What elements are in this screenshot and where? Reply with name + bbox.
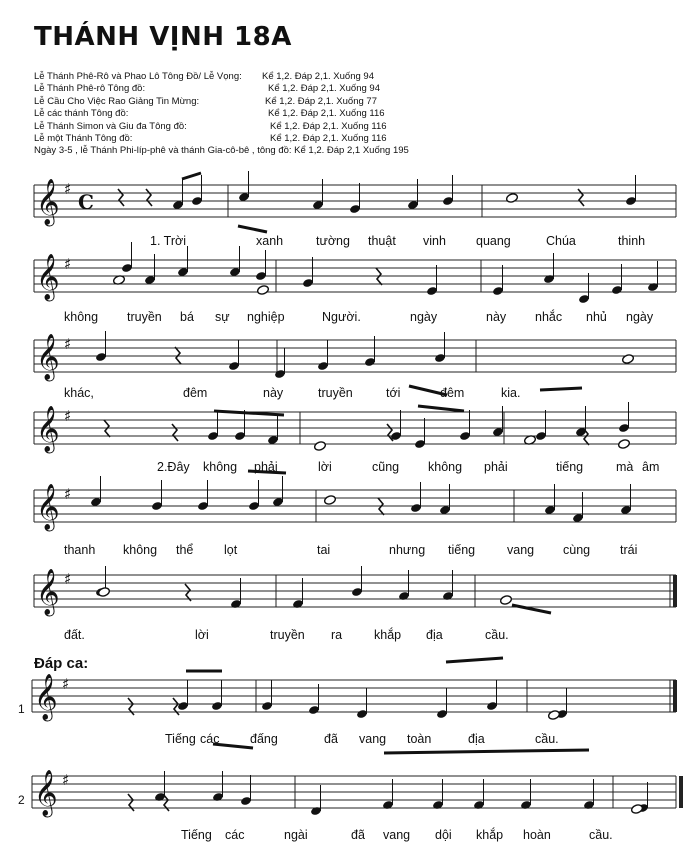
lyric-syllable: đã bbox=[351, 828, 365, 842]
occasion-ref: Kể 1,2. Đáp 2,1. Xuống 77 bbox=[265, 95, 377, 107]
final-barline bbox=[679, 776, 683, 808]
lyric-syllable: vang bbox=[359, 732, 387, 746]
lyric-syllable: cùng bbox=[563, 543, 591, 557]
beam bbox=[384, 750, 589, 753]
lyric-syllable: đã bbox=[324, 732, 338, 746]
half-note-head bbox=[257, 285, 270, 296]
lyric-syllable: không bbox=[203, 460, 238, 474]
lyric-syllable: thể bbox=[176, 543, 194, 557]
half-note-head bbox=[500, 595, 513, 606]
lyric-syllable: vang bbox=[507, 543, 535, 557]
lyric-syllable: tai bbox=[317, 543, 331, 557]
refrain-label: Đáp ca: bbox=[34, 655, 89, 672]
lyric-syllable: truyền bbox=[318, 386, 353, 400]
lyric-syllable: ra bbox=[331, 628, 343, 642]
lyric-syllable: Tiếng bbox=[165, 732, 196, 746]
lyric-syllable: phải bbox=[484, 460, 508, 474]
lyric-syllable: tới bbox=[386, 386, 401, 400]
beam bbox=[540, 388, 582, 390]
occasion-ref: Kể 1,2. Đáp 2,1. Xuống 116 bbox=[270, 120, 387, 132]
rest bbox=[146, 189, 152, 206]
rest bbox=[172, 424, 178, 441]
lyric-syllable: đất. bbox=[64, 628, 85, 642]
lyric-syllable: xanh bbox=[256, 234, 284, 248]
occasion-name: Lễ Cầu Cho Việc Rao Giảng Tin Mừng: bbox=[34, 95, 200, 107]
occasion-name: Lễ Thánh Simon và Giu đa Tông đồ: bbox=[34, 120, 187, 132]
lyric-syllable: truyền bbox=[270, 628, 305, 642]
lyric-syllable: sự bbox=[215, 310, 230, 324]
beam bbox=[418, 406, 464, 411]
lyric-syllable: lời bbox=[195, 628, 209, 642]
lyric-syllable: 2.Đây bbox=[157, 460, 190, 474]
rest bbox=[578, 189, 584, 206]
lyric-syllable: không bbox=[428, 460, 463, 474]
lyric-syllable: thanh bbox=[64, 543, 96, 557]
lyric-syllable: cầu. bbox=[589, 828, 613, 842]
half-note-head bbox=[631, 804, 644, 815]
lyric-syllable: nhưng bbox=[389, 543, 426, 557]
lyric-syllable: nhủ bbox=[586, 310, 607, 324]
key-signature-sharp: ♯ bbox=[64, 255, 72, 273]
lyric-syllable: cũng bbox=[372, 460, 400, 474]
lyric-syllable: ngày bbox=[410, 310, 438, 324]
lyric-syllable: không bbox=[123, 543, 158, 557]
lyric-syllable: không bbox=[64, 310, 99, 324]
lyric-syllable: khác, bbox=[64, 386, 94, 400]
time-signature: C bbox=[78, 190, 94, 214]
key-signature-sharp: ♯ bbox=[64, 335, 72, 353]
lyric-syllable: này bbox=[263, 386, 284, 400]
lyric-syllable: nghiệp bbox=[247, 310, 285, 324]
half-note-head bbox=[622, 354, 635, 365]
occasion-name: Lễ Thánh Phê-Rô và Phao Lô Tông Đồ/ Lễ Vọng: bbox=[34, 71, 242, 82]
refrain-number-1: 1 bbox=[18, 702, 25, 716]
occasion-ref: Kể 1,2. Đáp 2,1. Xuống 116 bbox=[270, 133, 387, 144]
key-signature-sharp: ♯ bbox=[64, 180, 72, 198]
lyric-syllable: này bbox=[486, 310, 507, 324]
lyric-syllable: thuật bbox=[368, 234, 396, 248]
lyric-syllable: toàn bbox=[407, 732, 432, 746]
occasion-name: Lễ các thánh Tông đồ: bbox=[34, 108, 129, 120]
lyric-syllable: vinh bbox=[423, 234, 446, 248]
lyric-syllable: nhắc bbox=[535, 310, 563, 324]
half-note-head bbox=[98, 587, 111, 598]
beam bbox=[446, 658, 503, 662]
occasion-name: Lễ Thánh Phê-rô Tông đồ: bbox=[34, 83, 146, 95]
lyric-syllable: Tiếng bbox=[181, 828, 212, 842]
beam bbox=[512, 605, 551, 613]
lyric-syllable: hoàn bbox=[523, 828, 551, 842]
treble-clef: 𝄞 bbox=[36, 484, 60, 530]
lyric-syllable: Người. bbox=[322, 310, 361, 324]
lyric-syllable: phải bbox=[254, 460, 278, 474]
treble-clef: 𝄞 bbox=[36, 334, 60, 380]
lyric-syllable: lời bbox=[318, 460, 332, 474]
lyric-syllable: trái bbox=[620, 543, 638, 557]
lyric-syllable: lọt bbox=[224, 543, 238, 557]
lyric-syllable: vang bbox=[383, 828, 411, 842]
key-signature-sharp: ♯ bbox=[64, 570, 72, 588]
lyric-syllable: đêm bbox=[440, 386, 465, 400]
occasion-row-last: Ngày 3-5 , lễ Thánh Phi-líp-phê và thánh Gia-cô-bê , tông đồ: Kể 1,2. Đáp 2,1 Xuống 195 bbox=[34, 145, 409, 157]
half-note-head bbox=[314, 441, 327, 452]
lyric-syllable: cầu. bbox=[485, 628, 509, 642]
treble-clef: 𝄞 bbox=[34, 770, 58, 816]
beam bbox=[238, 226, 267, 232]
beam bbox=[182, 173, 201, 179]
lyric-syllable: tiếng bbox=[556, 460, 584, 474]
rest bbox=[185, 584, 191, 601]
rest bbox=[118, 189, 124, 206]
lyric-syllable: khắp bbox=[476, 828, 504, 842]
lyric-syllable: ngày bbox=[626, 310, 654, 324]
occasion-ref: Kể 1,2. Đáp 2,1. Xuống 94 bbox=[262, 71, 374, 82]
half-note-head bbox=[324, 495, 337, 506]
lyric-syllable: dội bbox=[435, 828, 452, 842]
lyric-syllable: các bbox=[200, 732, 220, 746]
lyric-syllable: đấng bbox=[250, 732, 278, 746]
treble-clef: 𝄞 bbox=[36, 254, 60, 300]
treble-clef: 𝄞 bbox=[36, 406, 60, 452]
lyric-syllable: cầu. bbox=[535, 732, 559, 746]
lyric-syllable: truyền bbox=[127, 310, 162, 324]
final-barline bbox=[673, 575, 677, 607]
lyric-syllable: mà bbox=[616, 460, 634, 474]
half-note-head bbox=[618, 439, 631, 450]
occasion-ref: Kể 1,2. Đáp 2,1. Xuống 94 bbox=[268, 83, 380, 95]
treble-clef: 𝄞 bbox=[36, 179, 60, 225]
lyric-syllable: bá bbox=[180, 310, 194, 324]
treble-clef: 𝄞 bbox=[36, 569, 60, 615]
lyric-syllable: đêm bbox=[183, 386, 208, 400]
half-note-head bbox=[506, 193, 519, 204]
lyric-syllable: các bbox=[225, 828, 245, 842]
lyric-syllable: 1. Trời bbox=[150, 234, 186, 248]
lyric-syllable: địa bbox=[468, 732, 485, 746]
lyric-syllable: thinh bbox=[618, 234, 646, 248]
occasion-ref: Kể 1,2. Đáp 2,1. Xuống 116 bbox=[268, 108, 385, 120]
occasion-name: Lễ một Thánh Tông đồ: bbox=[34, 133, 133, 144]
lyric-syllable: khắp bbox=[374, 628, 402, 642]
lyric-syllable: ngài bbox=[284, 828, 308, 842]
lyric-syllable: âm bbox=[642, 460, 660, 474]
page-title: THÁNH VỊNH 18A bbox=[34, 22, 292, 52]
refrain-number-2: 2 bbox=[18, 793, 25, 807]
lyric-syllable: quang bbox=[476, 234, 511, 248]
lyric-syllable: kia. bbox=[501, 386, 521, 400]
key-signature-sharp: ♯ bbox=[62, 675, 70, 693]
final-barline bbox=[673, 680, 677, 712]
key-signature-sharp: ♯ bbox=[62, 771, 70, 789]
lyric-syllable: Chúa bbox=[546, 234, 576, 248]
lyric-syllable: tiếng bbox=[448, 543, 476, 557]
lyric-syllable: địa bbox=[426, 628, 443, 642]
key-signature-sharp: ♯ bbox=[64, 485, 72, 503]
lyric-syllable: tường bbox=[316, 234, 350, 248]
half-note-head bbox=[548, 710, 561, 721]
treble-clef: 𝄞 bbox=[34, 674, 58, 720]
key-signature-sharp: ♯ bbox=[64, 407, 72, 425]
